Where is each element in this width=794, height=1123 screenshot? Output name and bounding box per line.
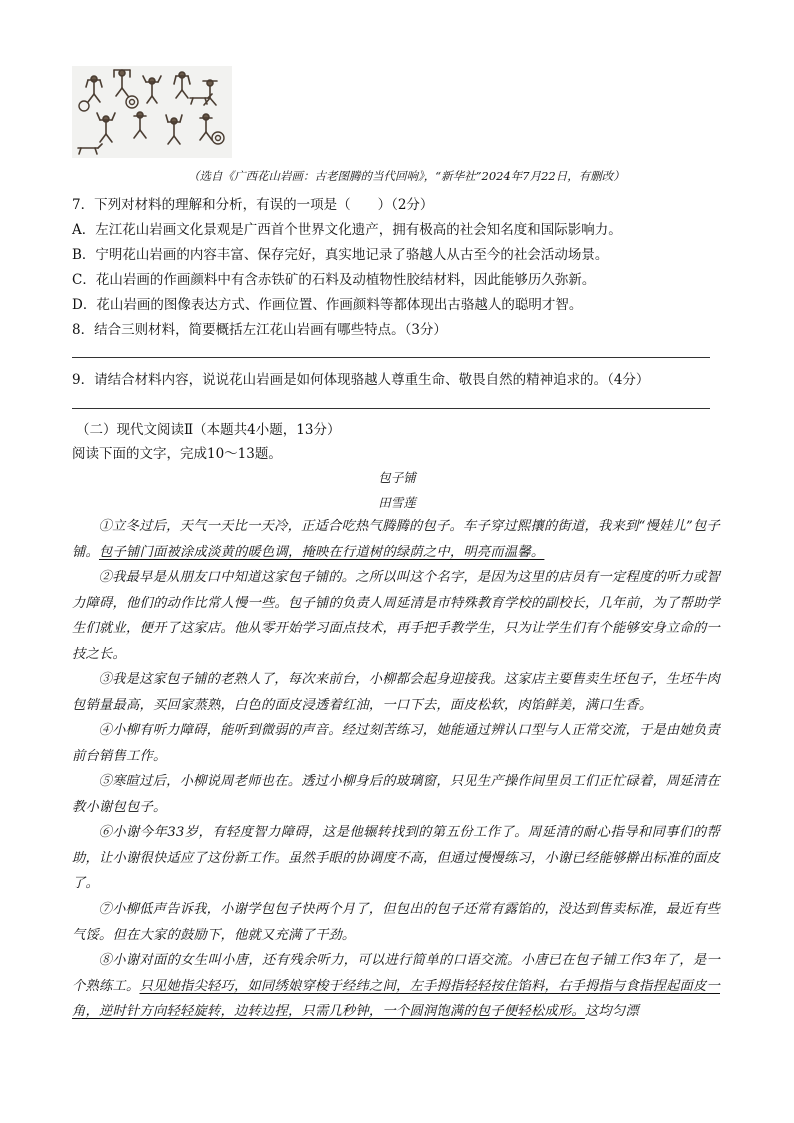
paragraph-7: ⑦小柳低声告诉我，小谢学包包子快两个月了，但包出的包子还常有露馅的，没达到售卖标准，最近有些气馁。但在大家的鼓励下，他就又充满了干劲。 — [72, 902, 720, 943]
question-7-option-a: A．左江花山岩画文化景观是广西首个世界文化遗产，拥有极高的社会知名度和国际影响力。 — [72, 222, 622, 238]
paragraph-5: ⑤寒暄过后，小柳说周老师也在。透过小柳身后的玻璃窗，只见生产操作间里员工们正忙碌着，周延清在教小谢包包子。 — [72, 774, 720, 815]
rock-painting-figure — [72, 66, 232, 158]
answer-line-q9[interactable] — [72, 408, 710, 409]
article-author: 田雪莲 — [378, 495, 416, 510]
question-7-option-d: D．花山岩画的图像表达方式、作画位置、作画颜料等都体现出古骆越人的聪明才智。 — [72, 297, 583, 313]
question-9: 9．请结合材料内容，说说花山岩画是如何体现骆越人尊重生命、敬畏自然的精神追求的。（4分） — [72, 372, 650, 388]
paragraph-8 — [72, 948, 720, 1025]
paragraph-6: ⑥小谢今年33岁，有轻度智力障碍，这是他辗转找到的第五份工作了。周延清的耐心指导和同事们的帮助，让小谢很快适应了这份新工作。虽然手眼的协调度不高，但通过慢慢练习，小谢已经能够擀出标准的面皮了。 — [72, 825, 720, 892]
question-7-option-c: C．花山岩画的作画颜料中有含赤铁矿的石料及动植物性胶结材料，因此能够历久弥新。 — [72, 272, 596, 288]
reading-instruction: 阅读下面的文字，完成10～13题。 — [72, 446, 282, 462]
paragraph-8-text: ⑧小谢对面的女生叫小唐，还有残余听力，可以进行简单的口语交流。小唐已在包子铺工作3年了，是一个熟练工。 — [72, 953, 720, 994]
paragraph-3: ③我是这家包子铺的老熟人了，每次来前台，小柳都会起身迎接我。这家店主要售卖生坯包子，生坯牛肉包销量最高，买回家蒸熟，白色的面皮浸透着红油，一口下去，面皮松软，肉馅鲜美，满口生香。 — [72, 672, 720, 713]
answer-line-q8[interactable] — [72, 357, 710, 358]
section-heading: （二）现代文阅读Ⅱ（本题共4小题，13分） — [76, 422, 341, 438]
paragraph-8-underlined: 只见她指尖轻巧，如同绣娘穿梭于经纬之间，左手拇指轻轻按住馅料，右手拇指与食指捏起面皮一角，逆时针方向轻轻旋转，边转边捏，只需几秒钟，一个圆润饱满的包子便轻松成形。 — [72, 978, 720, 1020]
paragraph-1-underlined: 包子铺门面被涂成淡黄的暖色调，掩映在行道树的绿荫之中，明亮而温馨。 — [99, 544, 545, 560]
paragraph-4: ④小柳有听力障碍，能听到微弱的声音。经过刻苦练习，她能通过辨认口型与人正常交流，于是由她负责前台销售工作。 — [72, 723, 720, 764]
paragraph-2: ②我最早是从朋友口中知道这家包子铺的。之所以叫这个名字，是因为这里的店员有一定程度的听力或智力障碍，他们的动作比常人慢一些。包子铺的负责人周延清是市特殊教育学校的副校长，几年前，为了帮助学生们就业，便开了这家店。他从零开始学习面点技术，再手把手教学生，只为让学生们有个能够安身立命的一技之长。 — [72, 570, 720, 662]
paragraph-1-text: ①立冬过后，天气一天比一天冷，正适合吃热气腾腾的包子。车子穿过熙攘的街道，我来到“慢娃儿”包子铺。 — [72, 519, 720, 560]
article-title: 包子铺 — [378, 470, 416, 485]
paragraph-1 — [72, 514, 720, 565]
paragraph-8-tail: 这均匀漂 — [584, 1004, 639, 1020]
question-7: 7．下列对材料的理解和分析，有误的一项是（ ）（2分） — [72, 197, 434, 213]
question-8: 8．结合三则材料，简要概括左江花山岩画有哪些特点。（3分） — [72, 322, 447, 338]
source-citation: （选自《广西花山岩画：古老图腾的当代回响》，“新华社”2024年7月22日，有删改） — [188, 169, 625, 183]
question-7-option-b: B．宁明花山岩画的内容丰富、保存完好，真实地记录了骆越人从古至今的社会活动场景。 — [72, 247, 609, 263]
